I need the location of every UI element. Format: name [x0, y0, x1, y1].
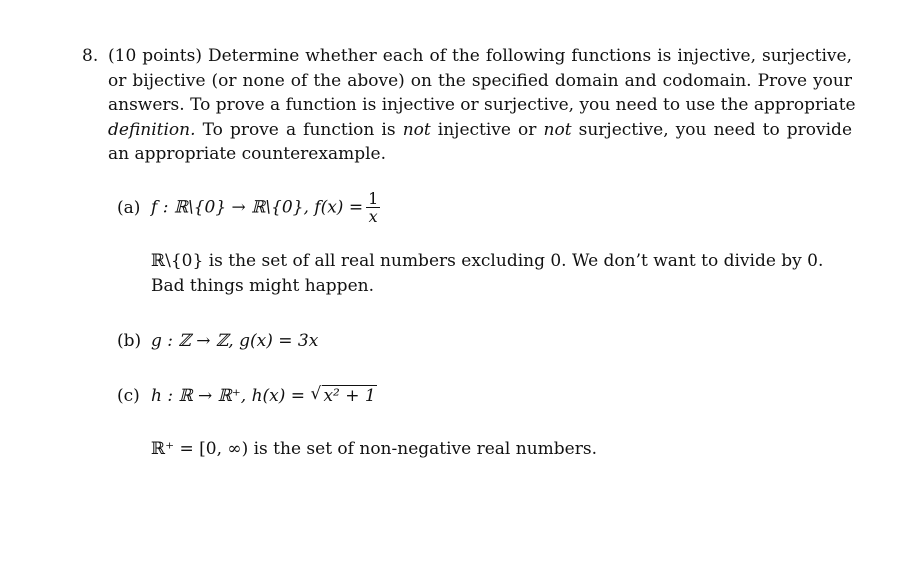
radicand: x² + 1 — [323, 386, 376, 406]
line4-text-2: injective or — [430, 119, 544, 140]
problem-8 — [82, 44, 856, 167]
part-c-note: ℝ⁺ = [0, ∞) is the set of non-negative real numbers. — [151, 439, 597, 459]
fraction-numerator: 1 — [368, 189, 379, 208]
problem-line-5: an appropriate counterexample. — [108, 144, 386, 164]
radical-sign: √ — [310, 384, 322, 404]
problem-line-1: (10 points) Determine whether each of the following functions is injective, surjective, — [108, 46, 852, 66]
part-a-note-line-2: Bad things might happen. — [151, 275, 374, 296]
problem-line-4 — [108, 118, 852, 143]
problem-line-2: or bijective (or none of the above) on the specified domain and codomain. Prove your — [108, 70, 852, 91]
part-b-formula: g : ℤ → ℤ, g(x) = 3x — [151, 331, 319, 351]
part-a — [117, 190, 380, 226]
fraction-denominator: x — [368, 207, 378, 226]
part-a-note-line-1: ℝ\{0} is the set of all real numbers excluding 0. We don’t want to divide by 0. — [151, 251, 824, 271]
part-a-fraction — [366, 190, 380, 226]
emphasis-not-1: not — [402, 119, 431, 140]
emphasis-not-2: not — [543, 119, 572, 140]
emphasis-definition: definition. — [108, 119, 196, 140]
part-c — [117, 384, 377, 408]
part-a-formula: f : ℝ\{0} → ℝ\{0}, f(x) = — [151, 197, 364, 218]
line4-text-3: surjective, you need to provide — [571, 119, 852, 140]
part-a-note — [151, 249, 851, 298]
part-c-formula: h : ℝ → ℝ⁺, h(x) = — [151, 386, 306, 406]
part-b-label: (b) — [117, 331, 142, 351]
part-b — [117, 329, 318, 353]
part-a-label: (a) — [117, 197, 141, 218]
line4-text-1: To prove a function is — [195, 119, 403, 140]
problem-number: 8. — [82, 46, 99, 66]
square-root — [310, 384, 376, 408]
problem-line-3: answers. To prove a function is injective or surjective, you need to use the appropriate — [108, 95, 856, 115]
problem-statement — [108, 44, 856, 167]
part-c-label: (c) — [117, 386, 140, 406]
